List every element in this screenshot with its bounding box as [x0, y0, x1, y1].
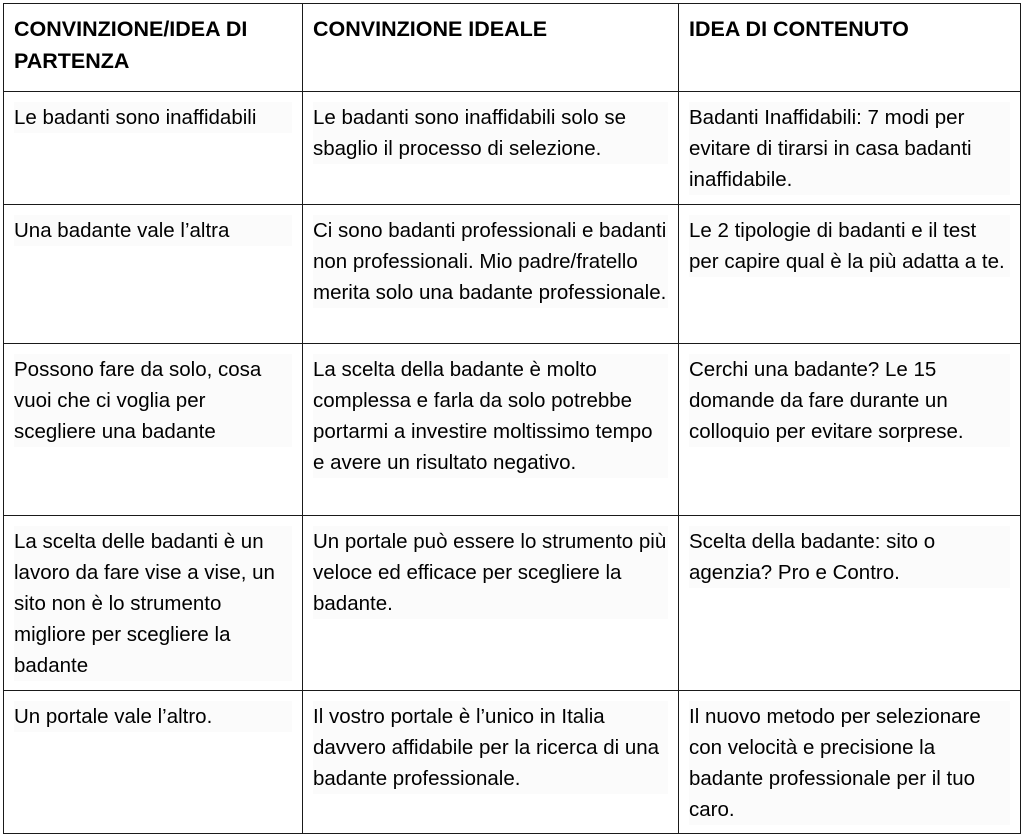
cell-starting-belief — [4, 344, 303, 516]
cell-text: Possono fare da solo, cosa vuoi che ci voglia per scegliere una badante — [14, 354, 292, 447]
header-label: CONVINZIONE/IDEA DI PARTENZA — [14, 17, 248, 73]
cell-text: Badanti Inaffidabili: 7 modi per evitare di tirarsi in casa badanti inaffidabile. — [689, 102, 1010, 195]
cell-text: La scelta delle badanti è un lavoro da fare vise a vise, un sito non è lo strumento migliore per scegliere la badante — [14, 526, 292, 681]
cell-ideal-belief — [303, 205, 679, 344]
cell-content-idea — [679, 344, 1021, 516]
cell-text: Una badante vale l’altra — [14, 215, 292, 246]
content-ideas-table — [3, 3, 1021, 834]
cell-starting-belief — [4, 205, 303, 344]
table-row — [4, 205, 1021, 344]
cell-text: Il vostro portale è l’unico in Italia davvero affidabile per la ricerca di una badante professionale. — [313, 701, 668, 794]
cell-content-idea — [679, 691, 1021, 834]
header-label: IDEA DI CONTENUTO — [689, 17, 909, 41]
table-row — [4, 691, 1021, 834]
cell-ideal-belief — [303, 92, 679, 205]
cell-text: Le 2 tipologie di badanti e il test per capire qual è la più adatta a te. — [689, 215, 1010, 277]
cell-content-idea — [679, 516, 1021, 691]
cell-starting-belief — [4, 691, 303, 834]
cell-text: Ci sono badanti professionali e badanti non professionali. Mio padre/fratello merita solo una badante professionale. — [313, 215, 668, 308]
cell-text: Il nuovo metodo per selezionare con velocità e precisione la badante professionale per il tuo caro. — [689, 701, 1010, 825]
header-ideal-belief — [303, 4, 679, 92]
cell-text: Scelta della badante: sito o agenzia? Pro e Contro. — [689, 526, 1010, 588]
cell-content-idea — [679, 92, 1021, 205]
cell-text: Un portale vale l’altro. — [14, 701, 292, 732]
cell-text: Le badanti sono inaffidabili solo se sbaglio il processo di selezione. — [313, 102, 668, 164]
cell-text: La scelta della badante è molto complessa e farla da solo potrebbe portarmi a investire moltissimo tempo e avere un risultato negativo. — [313, 354, 668, 478]
header-label: CONVINZIONE IDEALE — [313, 17, 548, 41]
cell-ideal-belief — [303, 344, 679, 516]
table-header-row — [4, 4, 1021, 92]
header-starting-belief — [4, 4, 303, 92]
table-row — [4, 344, 1021, 516]
cell-ideal-belief — [303, 516, 679, 691]
cell-text: Le badanti sono inaffidabili — [14, 102, 292, 133]
header-content-idea — [679, 4, 1021, 92]
table-row — [4, 92, 1021, 205]
cell-starting-belief — [4, 92, 303, 205]
cell-text: Un portale può essere lo strumento più veloce ed efficace per scegliere la badante. — [313, 526, 668, 619]
cell-ideal-belief — [303, 691, 679, 834]
cell-content-idea — [679, 205, 1021, 344]
table-row — [4, 516, 1021, 691]
cell-text: Cerchi una badante? Le 15 domande da fare durante un colloquio per evitare sorprese. — [689, 354, 1010, 447]
cell-starting-belief — [4, 516, 303, 691]
